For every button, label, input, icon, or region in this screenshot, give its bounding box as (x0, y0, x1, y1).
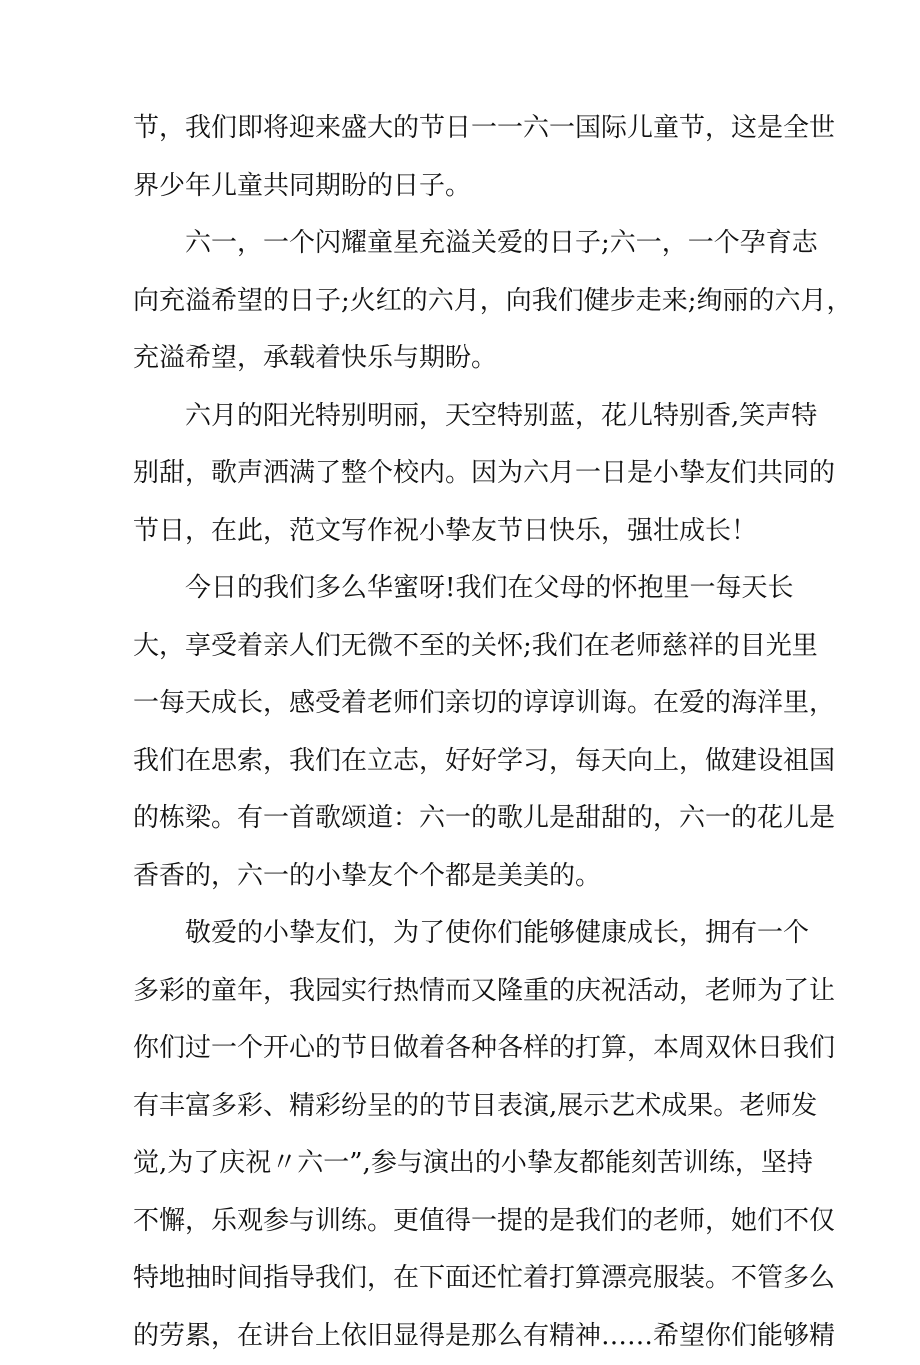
text-line: 多彩的童年，我园实行热情而又隆重的庆祝活动，老师为了让 (133, 963, 797, 1021)
text-line: 敬爱的小挚友们，为了使你们能够健康成长，拥有一个 (133, 905, 797, 963)
text-line: 别甜，歌声洒满了整个校内。因为六月一日是小挚友们共同的 (133, 445, 797, 503)
text-line: 一每天成长，感受着老师们亲切的谆谆训诲。在爱的海洋里， (133, 675, 797, 733)
text-line: 界少年儿童共同期盼的日子。 (133, 158, 797, 216)
text-line: 充溢希望，承载着快乐与期盼。 (133, 330, 797, 388)
text-line: 的劳累，在讲台上依旧显得是那么有精神……希望你们能够精 (133, 1308, 797, 1365)
text-line: 大，享受着亲人们无微不至的关怀;我们在老师慈祥的目光里 (133, 618, 797, 676)
paragraph-3 (133, 388, 797, 561)
text-line: 有丰富多彩、精彩纷呈的的节目表演,展示艺术成果。老师发 (133, 1078, 797, 1136)
text-line: 六一，一个闪耀童星充溢关爱的日子;六一，一个孕育志 (133, 215, 797, 273)
text-line: 节日，在此，范文写作祝小挚友节日快乐，强壮成长！ (133, 503, 797, 561)
text-line: 的栋梁。有一首歌颂道：六一的歌儿是甜甜的，六一的花儿是 (133, 790, 797, 848)
paragraph-5 (133, 905, 797, 1365)
text-line: 特地抽时间指导我们，在下面还忙着打算漂亮服装。不管多么 (133, 1250, 797, 1308)
text-line: 节，我们即将迎来盛大的节日一一六一国际儿童节，这是全世 (133, 100, 797, 158)
text-line: 不懈，乐观参与训练。更值得一提的是我们的老师，她们不仅 (133, 1193, 797, 1251)
text-line: 今日的我们多么华蜜呀!我们在父母的怀抱里一每天长 (133, 560, 797, 618)
paragraph-2 (133, 215, 797, 388)
paragraph-4 (133, 560, 797, 905)
document-body (133, 100, 797, 1365)
paragraph-1 (133, 100, 797, 215)
text-line: 你们过一个开心的节日做着各种各样的打算，本周双休日我们 (133, 1020, 797, 1078)
text-line: 向充溢希望的日子;火红的六月，向我们健步走来;绚丽的六月， (133, 273, 797, 331)
text-line: 六月的阳光特别明丽，天空特别蓝，花儿特别香,笑声特 (133, 388, 797, 446)
text-line: 觉,为了庆祝〃六一”,参与演出的小挚友都能刻苦训练，坚持 (133, 1135, 797, 1193)
text-line: 香香的，六一的小挚友个个都是美美的。 (133, 848, 797, 906)
text-line: 我们在思索，我们在立志，好好学习，每天向上，做建设祖国 (133, 733, 797, 791)
